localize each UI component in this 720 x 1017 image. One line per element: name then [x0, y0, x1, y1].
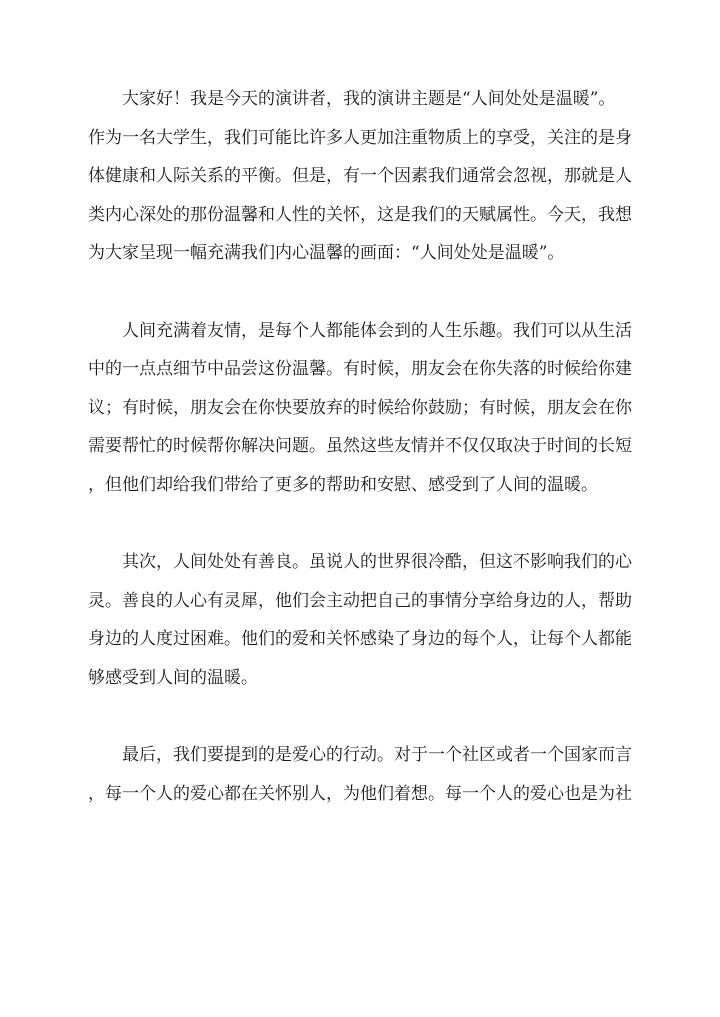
- document-page: [88, 80, 632, 813]
- text-line: 中的一点点细节中品尝这份温馨。有时候，朋友会在你失落的时候给你建: [88, 359, 632, 380]
- paragraph-intro: [88, 80, 632, 273]
- text-line: 类内心深处的那份温馨和人性的关怀，这是我们的天赋属性。今天，我想: [88, 204, 632, 225]
- text-line: ，每一个人的爱心都在关怀别人，为他们着想。每一个人的爱心也是为社: [88, 783, 632, 804]
- text-line: 体健康和人际关系的平衡。但是，有一个因素我们通常会忽视，那就是人: [88, 166, 632, 187]
- paragraph-friendship: [88, 312, 632, 505]
- text-line: 大家好！我是今天的演讲者，我的演讲主题是“人间处处是温暖”。: [122, 89, 616, 109]
- text-line: 需要帮忙的时候帮你解决问题。虽然这些友情并不仅仅取决于时间的长短: [88, 436, 632, 457]
- text-line: 为大家呈现一幅充满我们内心温馨的画面：“人间处处是温暖”。: [88, 243, 565, 264]
- text-line: 议；有时候，朋友会在你快要放弃的时候给你鼓励；有时候，朋友会在你: [88, 397, 632, 418]
- paragraph-love-action: [88, 736, 632, 813]
- text-line: 灵。善良的人心有灵犀，他们会主动把自己的事情分享给身边的人，帮助: [88, 590, 632, 611]
- text-line: 身边的人度过困难。他们的爱和关怀感染了身边的每个人，让每个人都能: [88, 629, 632, 650]
- text-line: 人间充满着友情，是每个人都能体会到的人生乐趣。我们可以从生活: [122, 320, 632, 341]
- text-line: 作为一名大学生，我们可能比许多人更加注重物质上的享受，关注的是身: [88, 127, 632, 148]
- paragraph-kindness: [88, 543, 632, 697]
- text-line: 其次，人间处处有善良。虽说人的世界很冷酷，但这不影响我们的心: [122, 552, 632, 573]
- text-line: ，但他们却给我们带给了更多的帮助和安慰、感受到了人间的温暖。: [88, 474, 598, 495]
- text-line: 最后，我们要提到的是爱心的行动。对于一个社区或者一个国家而言: [122, 745, 632, 766]
- text-line: 够感受到人间的温暖。: [88, 667, 258, 688]
